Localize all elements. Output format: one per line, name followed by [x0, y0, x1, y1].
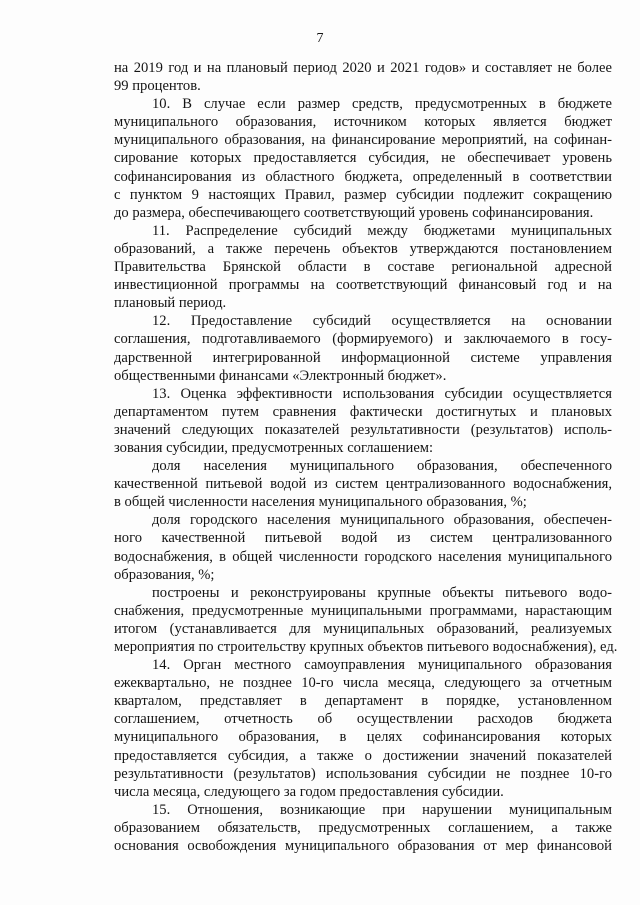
- text-line: соглашением, отчетность об осуществлении расходов бюджета: [114, 711, 612, 728]
- text-line: 10. В случае если размер средств, предусмотренных в бюджете: [152, 96, 612, 113]
- text-line: 14. Орган местного самоуправления муниципального образования: [152, 657, 612, 674]
- text-line: на 2019 год и на плановый период 2020 и 2021 годов» и составляет не более: [114, 60, 612, 76]
- text-line: доля населения муниципального образования, обеспеченного: [152, 458, 612, 475]
- text-line: водоснабжения, в общей численности городского населения муниципального: [114, 548, 612, 565]
- paragraph-10: [114, 95, 612, 222]
- text-line: снабжения, предусмотренные муниципальными программами, нарастающим: [114, 602, 612, 619]
- text-line: качественной питьевой водой из систем централизованного водоснабжения,: [114, 476, 612, 493]
- paragraph-continuation: [114, 59, 612, 95]
- indicator-item-1: [114, 457, 612, 511]
- text-line: образованием обязательств, предусмотренных соглашением, а также: [114, 819, 612, 836]
- text-line: предоставляется субсидия, а также о достижении значений показателей: [114, 747, 612, 764]
- text-line: 11. Распределение субсидий между бюджетами муниципальных: [152, 222, 612, 239]
- text-line: итогом (устанавливается для муниципальных образований, реализуемых: [114, 620, 612, 637]
- text-line: основания освобождения муниципального образования от мер финансовой: [114, 838, 612, 855]
- text-line: ного качественной питьевой водой из систем централизованного: [114, 530, 612, 547]
- text-line: построены и реконструированы крупные объекты питьевого водо-: [152, 584, 612, 601]
- text-line: муниципального образования, источником которых является бюджет: [114, 114, 612, 131]
- text-line: значений следующих показателей результативности (результатов) исполь-: [114, 421, 612, 438]
- text-line: плановый период.: [114, 295, 227, 312]
- text-line: муниципального образования, на финансирование мероприятий, на софинан-: [114, 132, 612, 149]
- paragraph-15: [114, 801, 612, 855]
- text-line: муниципального образования, в целях софинансирования которых: [114, 729, 612, 746]
- text-line: в общей численности населения муниципального образования, %;: [114, 494, 527, 511]
- text-line: результативности (результатов) использования субсидии не позднее 10-го: [114, 765, 612, 782]
- text-line: 12. Предоставление субсидий осуществляется на основании: [152, 313, 612, 330]
- text-line: ежеквартально, не позднее 10-го числа месяца, следующего за отчетным: [114, 675, 612, 692]
- paragraph-12: [114, 312, 612, 384]
- text-line: дарственной интегрированной информационной системе управления: [114, 349, 612, 366]
- text-line: соглашения, подготавливаемого (формируемого) и заключаемого в госу-: [114, 331, 612, 348]
- paragraph-13: [114, 385, 612, 457]
- text-line: зования субсидии, предусмотренных соглашением:: [114, 439, 434, 456]
- text-line: 15. Отношения, возникающие при нарушении муниципальным: [152, 801, 612, 818]
- document-body: [114, 59, 618, 855]
- paragraph-11: [114, 222, 612, 312]
- indicator-item-3: [114, 584, 618, 656]
- indicator-item-2: [114, 511, 612, 583]
- text-line: образований, а также перечень объектов утверждаются постановлением: [114, 240, 612, 257]
- text-line: инвестиционной программы на соответствующий финансовый год и на: [114, 277, 612, 294]
- text-line: 99 процентов.: [114, 78, 201, 95]
- text-line: Правительства Брянской области в составе региональной адресной: [114, 259, 612, 276]
- text-line: мероприятия по строительству крупных объектов питьевого водоснабжения), ед.: [114, 639, 618, 655]
- text-line: 13. Оценка эффективности использования субсидии осуществляется: [152, 385, 612, 402]
- text-line: сирование которых предоставляется субсидия, не обеспечивает уровень: [114, 150, 612, 167]
- text-line: софинансирования из областного бюджета, определенный в соответствии: [114, 168, 612, 185]
- text-line: числа месяца, следующего за годом предоставления субсидии.: [114, 783, 504, 800]
- text-line: общественными финансами «Электронный бюджет».: [114, 367, 447, 384]
- paragraph-14: [114, 656, 612, 801]
- text-line: доля городского населения муниципального образования, обеспечен-: [152, 512, 612, 529]
- page-number: 7: [316, 31, 324, 46]
- text-line: департаментом путем сравнения фактически достигнутых и плановых: [114, 403, 612, 420]
- text-line: с пунктом 9 настоящих Правил, размер субсидии подлежит сокращению: [114, 186, 612, 203]
- text-line: до размера, обеспечивающего соответствующий уровень софинансирования.: [114, 204, 594, 221]
- text-line: образования, %;: [114, 566, 215, 583]
- text-line: кварталом, представляет в департамент в порядке, установленном: [114, 693, 612, 710]
